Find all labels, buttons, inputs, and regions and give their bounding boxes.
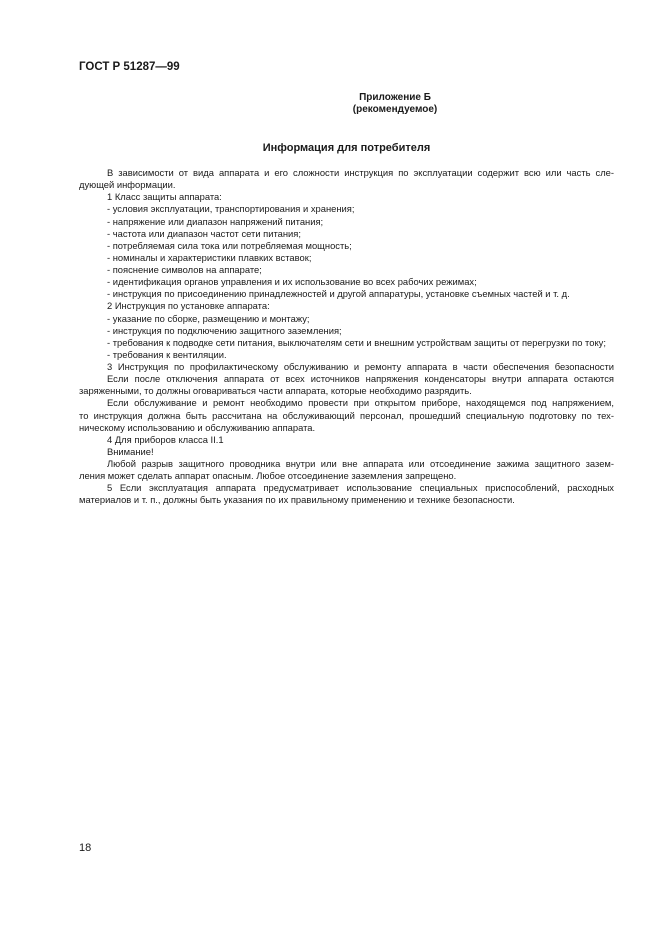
section-title: Информация для потребителя [262,142,431,154]
text-line: - требования к вентиляции. [107,348,227,360]
text-line: - инструкция по подключению защитного заземления; [107,324,342,336]
text-line: то инструкция должна быть рассчитана на обслуживающий персонал, прошедший специальную подготовку по тех- [79,409,614,421]
text-line: 2 Инструкция по установке аппарата: [107,300,270,312]
text-line: - потребляемая сила тока или потребляемая мощность; [107,239,352,251]
text-line: - напряжение или диапазон напряжений питания; [107,215,324,227]
text-line: Если обслуживание и ремонт необходимо провести при открытом приборе, находящемся под напряжением, [107,397,614,409]
text-line: - условия эксплуатации, транспортирования и хранения; [107,203,355,215]
text-line: - требования к подводке сети питания, выключателям сети и внешним устройствам защиты от перегрузки по току; [107,336,606,348]
body-text [79,167,614,507]
text-line: - инструкция по присоединению принадлежностей и другой аппаратуры, установке съемных частей и т. д. [107,288,570,300]
appendix-status: (рекомендуемое) [352,104,438,115]
text-line: - частота или диапазон частот сети питания; [107,227,301,239]
appendix-title: Приложение Б [359,92,431,103]
text-line: 3 Инструкция по профилактическому обслуживанию и ремонту аппарата в части обеспечения безопасности [107,361,614,372]
text-line: заряженными, то должны оговариваться части аппарата, которые необходимо разрядить. [79,385,472,397]
text-line: 4 Для приборов класса II.1 [107,433,224,445]
text-line: Если после отключения аппарата от всех источников напряжения конденсаторы внутри аппарата остаются [107,373,614,385]
text-line: Внимание! [107,445,154,457]
text-line: - идентификация органов управления и их использование во всех рабочих режимах; [107,276,477,288]
text-line: 5 Если эксплуатация аппарата предусматривает использование специальных приспособлений, расходных [107,482,614,494]
text-line: В зависимости от вида аппарата и его сложности инструкция по эксплуатации содержит всю или часть сле- [107,167,614,178]
text-line: дующей информации. [79,179,176,191]
text-line: ническому использованию и обслуживанию аппарата. [79,421,316,433]
text-line: Любой разрыв защитного проводника внутри или вне аппарата или отсоединение зажима защитного зазем- [107,458,614,469]
text-line: - указание по сборке, размещению и монтажу; [107,312,310,324]
standard-header: ГОСТ Р 51287—99 [79,61,180,73]
text-line: - пояснение символов на аппарате; [107,264,262,275]
page-number: 18 [79,842,92,854]
text-line: - номиналы и характеристики плавких вставок; [107,251,312,263]
text-line: 1 Класс защиты аппарата: [107,191,222,203]
text-line: ления может сделать аппарат опасным. Любое отсоединение заземления запрещено. [79,470,457,482]
text-line: материалов и т. п., должны быть указания по их правильному применению и технике безопасности. [79,494,515,506]
